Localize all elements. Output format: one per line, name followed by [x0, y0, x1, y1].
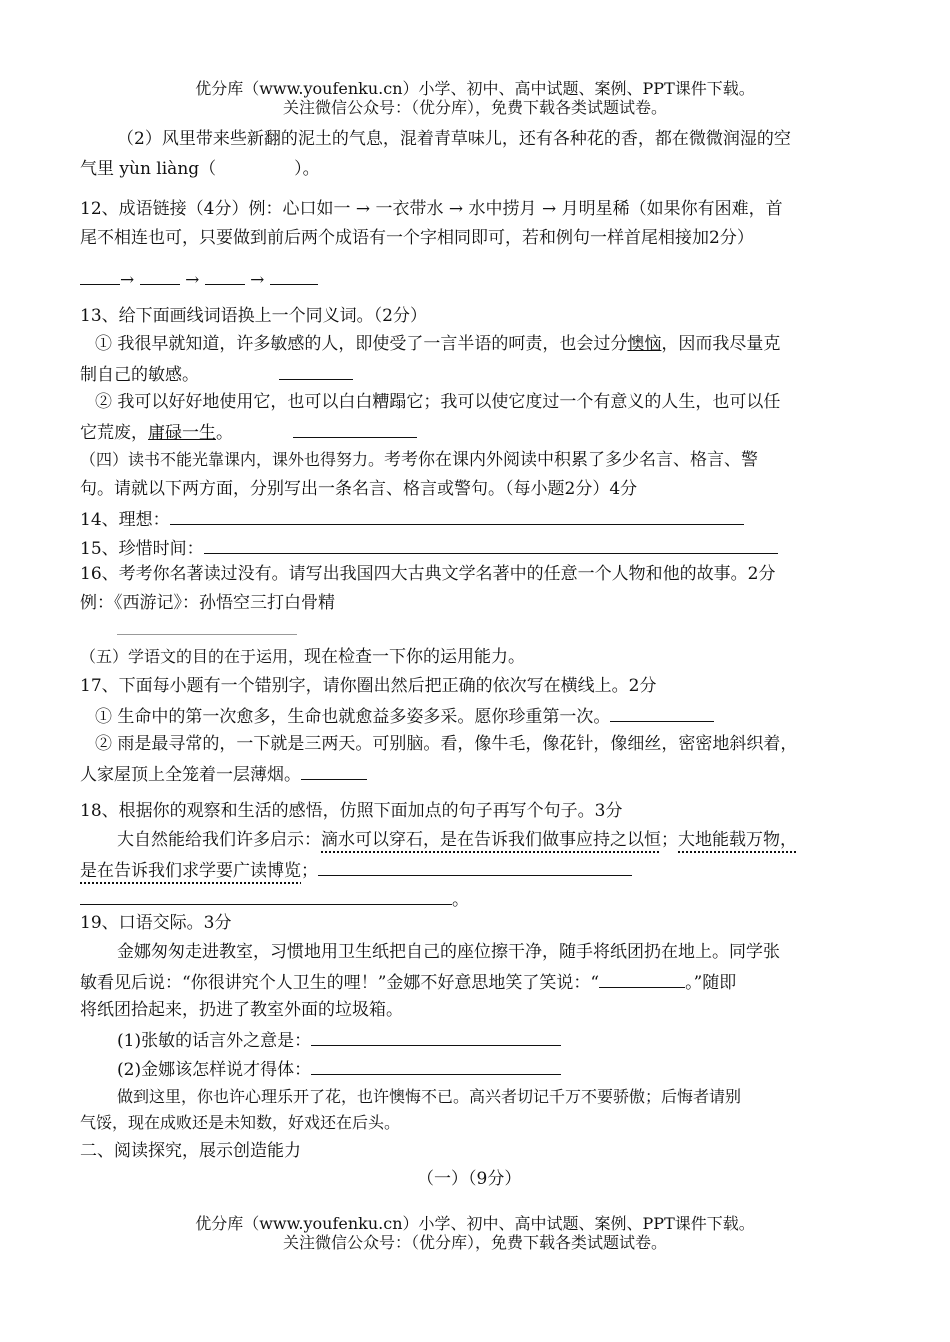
q12-blank-3[interactable] — [205, 267, 245, 285]
encourage-note-line2: 气馁，现在成败还是未知数，好戏还在后头。 — [80, 1113, 401, 1132]
q18: 18、根据你的观察和生活的感悟，仿照下面加点的句子再写个句子。3分 — [80, 801, 623, 821]
q16-example: 例：《西游记》：孙悟空三打白骨精 — [80, 593, 335, 613]
q12-line1: 12、成语链接（4分）例：心口如一 → 一衣带水 → 水中捞月 → 月明星稀（如果你有困难，首 — [80, 199, 783, 219]
section4-line2: 句。请就以下两方面，分别写出一条名言、格言或警句。（每小题2分）4分 — [80, 479, 638, 499]
q18-sep: ； — [661, 830, 678, 850]
q16: 16、考考你名著读过没有。请写出我国四大古典文学名著中的任意一个人物和他的故事。2分 — [80, 564, 776, 584]
q11-2-line1: （2）风里带来些新翻的泥土的气息，混着青草味儿，还有各种花的香，都在微微润湿的空 — [117, 129, 791, 149]
q13-item1-line2 — [80, 362, 353, 386]
q13-item1-line1 — [95, 333, 780, 355]
q18-line2 — [80, 858, 632, 882]
q19-quote-answer[interactable] — [599, 970, 685, 988]
q17-1 — [95, 704, 714, 728]
section4-intro-text: 考考你在课内外阅读中积累了多少名言、格言、警 — [384, 450, 759, 470]
page-header-line2: 关注微信公众号：（优分库），免费下载各类试题试卷。 — [282, 98, 667, 117]
q19: 19、口语交际。3分 — [80, 913, 232, 933]
q19-1-label: (1)张敏的话言外之意是： — [117, 1031, 312, 1051]
q17-2-line1: ② 雨是最寻常的，一下就是三两天。可别脑。看，像牛毛，像花针，像细丝，密密地斜织着， — [95, 734, 798, 754]
q17-1-text: ① 生命中的第一次愈多，生命也就愈益多姿多采。愿你珍重第一次。 — [95, 707, 611, 727]
q15-answer[interactable] — [204, 536, 778, 554]
q19-1-answer[interactable] — [311, 1028, 561, 1046]
q18-dotted-3: 是在告诉我们求学要广读博览 — [80, 861, 301, 881]
q18-line3 — [80, 887, 469, 911]
arrow-icon: → — [120, 270, 135, 290]
q13-item2-line1: ② 我可以好好地使用它，也可以白白糟蹋它；我可以使它度过一个有意义的人生，也可以任 — [95, 392, 781, 412]
q13-item1-text-c: 制自己的敏感。 — [80, 365, 199, 385]
q13-item2-answer[interactable] — [293, 420, 417, 438]
q19-p2-text-b: 。”随即 — [685, 973, 737, 993]
q19-2-answer[interactable] — [311, 1057, 561, 1075]
q13-item2-text-a: 它荒废， — [80, 423, 148, 443]
q13-item2-line2 — [80, 420, 417, 444]
page-header-line1: 优分库（www.youfenku.cn）小学、初中、高中试题、案例、PPT课件下载。 — [195, 79, 755, 98]
q13-item2-underlined-word: 庸碌一生 — [148, 423, 216, 443]
q18-line1 — [117, 829, 797, 851]
q13-title: 13、给下面画线词语换上一个同义词。（2分） — [80, 306, 427, 326]
encourage-note-line1: 做到这里，你也许心理乐开了花，也许懊悔不已。高兴者切记千万不要骄傲；后悔者请别 — [117, 1087, 742, 1106]
section4-intro — [80, 449, 758, 471]
q15-label: 15、珍惜时间： — [80, 539, 204, 559]
q14 — [80, 507, 744, 531]
arrow-icon: → — [250, 270, 265, 290]
q14-answer[interactable] — [170, 507, 744, 525]
q11-2-suffix: ）。 — [294, 159, 320, 179]
section5-intro-emphasis: （五）学语文的目的在于运用， — [80, 647, 305, 666]
q19-p1: 金娜匆匆走进教室，习惯地用卫生纸把自己的座位擦干净，随手将纸团扔在地上。同学张 — [117, 942, 780, 962]
q12-line2: 尾不相连也可，只要做到前后两个成语有一个字相同即可，若和例句一样首尾相接加2分） — [80, 228, 754, 248]
q17-2-text: 人家屋顶上全笼着一层薄烟。 — [80, 765, 301, 785]
q18-dotted-2: 大地能载万物， — [678, 830, 797, 850]
q19-2-label: (2)金娜该怎样说才得体： — [117, 1060, 312, 1080]
q18-answer-2[interactable] — [80, 887, 452, 905]
q12-blank-1[interactable] — [80, 267, 120, 285]
q13-item1-text-a: ① 我很早就知道，许多敏感的人，即使受了一言半语的呵责，也会过分 — [95, 334, 628, 354]
q13-item1-underlined-word: 懊恼 — [627, 334, 662, 354]
section5-intro-text: 现在检查一下你的运用能力。 — [304, 647, 526, 667]
part2-title: 二、阅读探究，展示创造能力 — [80, 1141, 301, 1161]
q19-p3: 将纸团拾起来，扔进了教室外面的垃圾箱。 — [80, 1000, 403, 1020]
q14-label: 14、理想： — [80, 510, 170, 530]
section5-intro — [80, 646, 525, 668]
q19-p2 — [80, 970, 736, 994]
arrow-icon: → — [185, 270, 200, 290]
q15 — [80, 536, 778, 560]
q17: 17、下面每小题有一个错别字，请你圈出然后把正确的依次写在横线上。2分 — [80, 676, 657, 696]
q18-dotted-1: 滴水可以穿石，是在告诉我们做事应持之以恒 — [321, 830, 661, 850]
q12-answer-chain — [80, 267, 318, 291]
q11-2-line2 — [80, 158, 320, 180]
q18-answer-1[interactable] — [318, 858, 632, 876]
q13-item2-text-b: 。 — [216, 423, 233, 443]
q18-end: 。 — [452, 890, 469, 910]
q19-1 — [117, 1028, 561, 1052]
q18-text-b: ； — [301, 861, 318, 881]
page-footer-line2: 关注微信公众号：（优分库），免费下载各类试题试卷。 — [282, 1233, 667, 1252]
q13-item1-text-b: ，因而我尽量克 — [661, 334, 781, 354]
section4-intro-emphasis: （四）读书不能光靠课内，课外也得努力。 — [80, 450, 385, 469]
q16-answer-line[interactable] — [117, 634, 297, 635]
q12-blank-2[interactable] — [140, 267, 180, 285]
q13-item1-answer[interactable] — [279, 362, 353, 380]
q17-1-answer[interactable] — [610, 704, 714, 722]
q12-blank-4[interactable] — [270, 267, 318, 285]
q19-p2-text-a: 敏看见后说：“你很讲究个人卫生的哩！”金娜不好意思地笑了笑说：“ — [80, 973, 600, 993]
q19-2 — [117, 1057, 561, 1081]
q17-2-line2 — [80, 762, 367, 786]
q11-2-prefix: 气里 yùn liàng（ — [80, 159, 217, 179]
q17-2-answer[interactable] — [301, 762, 367, 780]
part2-subtitle: （一）（9分） — [417, 1169, 522, 1189]
page-footer-line1: 优分库（www.youfenku.cn）小学、初中、高中试题、案例、PPT课件下载。 — [195, 1214, 755, 1233]
q18-text-a: 大自然能给我们许多启示： — [117, 830, 321, 850]
